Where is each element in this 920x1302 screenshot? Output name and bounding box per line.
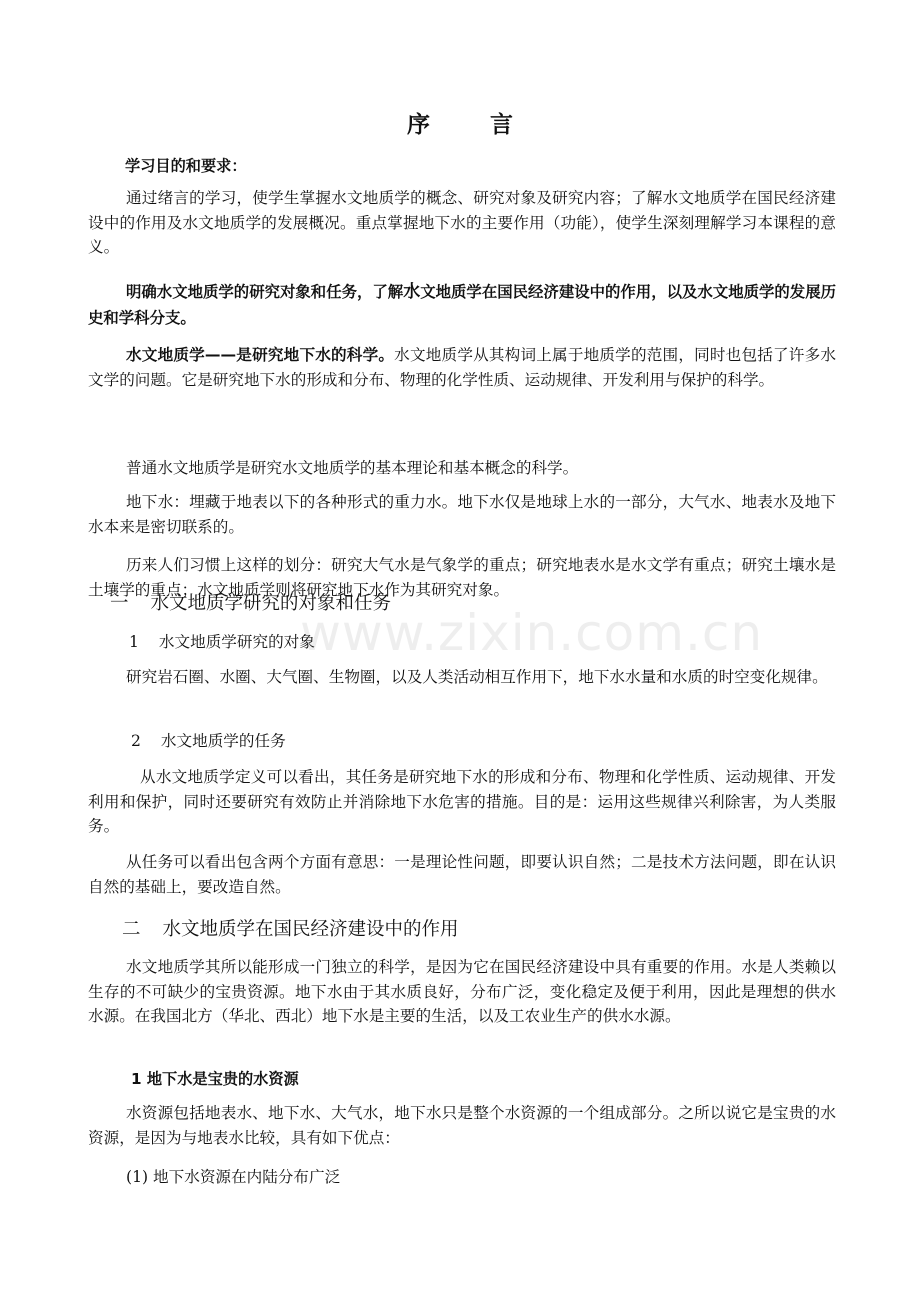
division-paragraph: 历来人们习惯上这样的划分：研究大气水是气象学的重点；研究地表水是水文学有重点；研究土壤水是土壤学的重点；水文地质学则将研究地下水作为其研究对象。: [88, 556, 836, 599]
subsection-1-2-number: 2: [131, 732, 141, 750]
watermark: www.zixin.com.cn: [300, 604, 764, 662]
list-item-1: (1) 地下水资源在内陆分布广泛: [126, 1168, 341, 1186]
subsection-1-1-heading: [129, 630, 315, 652]
goal-paragraph: [88, 279, 836, 331]
section-2-title: 水文地质学在国民经济建设中的作用: [162, 919, 459, 940]
definition-paragraph: [88, 343, 836, 392]
page-title: 序 言: [406, 112, 539, 138]
section-2-heading: [122, 915, 459, 941]
definition-bold: 水文地质学——是研究地下水的科学。: [126, 346, 395, 364]
subsection-1-2-heading: [131, 729, 286, 751]
groundwater-paragraph: 地下水：埋藏于地表以下的各种形式的重力水。地下水仅是地球上水的一部分，大气水、地表水及地下水本来是密切联系的。: [88, 493, 836, 536]
object-paragraph: 研究岩石圈、水圈、大气圈、生物圈，以及人类活动相互作用下，地下水水量和水质的时空变化规律。: [126, 668, 828, 686]
subsection-1-2-title: 水文地质学的任务: [160, 732, 286, 750]
general-paragraph: 普通水文地质学是研究水文地质学的基本理论和基本概念的科学。: [126, 459, 579, 477]
goal-text-a: 明确水文地质学的研究对象和任务，了解: [126, 283, 404, 301]
objective-label: 学习目的和要求：: [125, 157, 247, 175]
definition-rest: 水文地质学从其构词上属于地质学的范围，同时也包括了许多水文学的问题。它是研究地下水的形成和分布、物理的化学性质、运动规律、开发利用与保护的科学。: [88, 346, 836, 389]
role-paragraph: 水文地质学其所以能形成一门独立的科学，是因为它在国民经济建设中具有重要的作用。水是人类赖以生存的不可缺少的宝贵资源。地下水由于其水质良好，分布广泛，变化稳定及便于利用，因此是理想的供水水源。在我国北方（华北、西北）地下水是主要的生活，以及工农业生产的供水水源。: [88, 958, 836, 1025]
goal-text-c: 文地质学在国民经济建设中的作用，以及水文地质学的发展历史和学科分支。: [88, 283, 836, 327]
resource-paragraph: 水资源包括地表水、地下水、大气水，地下水只是整个水资源的一个组成部分。之所以说它是宝贵的水资源，是因为与地表水比较，具有如下优点：: [88, 1104, 836, 1147]
subsection-1-1-number: 1: [129, 633, 139, 651]
section-2-number: 二: [122, 919, 141, 940]
intro-paragraph: 通过绪言的学习，使学生掌握水文地质学的概念、研究对象及研究内容；了解水文地质学在国民经济建设中的作用及水文地质学的发展概况。重点掌握地下水的主要作用（功能），使学生深刻理解学习本课程的意义。: [88, 189, 836, 256]
two-aspects-paragraph: 从任务可以看出包含两个方面有意思：一是理论性问题，即要认识自然；二是技术方法问题，即在认识自然的基础上，要改造自然。: [88, 853, 836, 896]
section-1-heading: [110, 589, 391, 615]
goal-text-b: 水: [403, 282, 421, 302]
section-1-number: 一: [110, 593, 129, 614]
task-paragraph: 从水文地质学定义可以看出，其任务是研究地下水的形成和分布、物理和化学性质、运动规律、开发利用和保护，同时还要研究有效防止并消除地下水危害的措施。目的是：运用这些规律兴利除害，为人类服务。: [88, 768, 836, 835]
subsection-1-1-title: 水文地质学研究的对象: [158, 633, 315, 651]
subsection-2-1-heading: 1 地下水是宝贵的水资源: [131, 1070, 299, 1088]
section-1-title: 水文地质学研究的对象和任务: [150, 593, 392, 614]
